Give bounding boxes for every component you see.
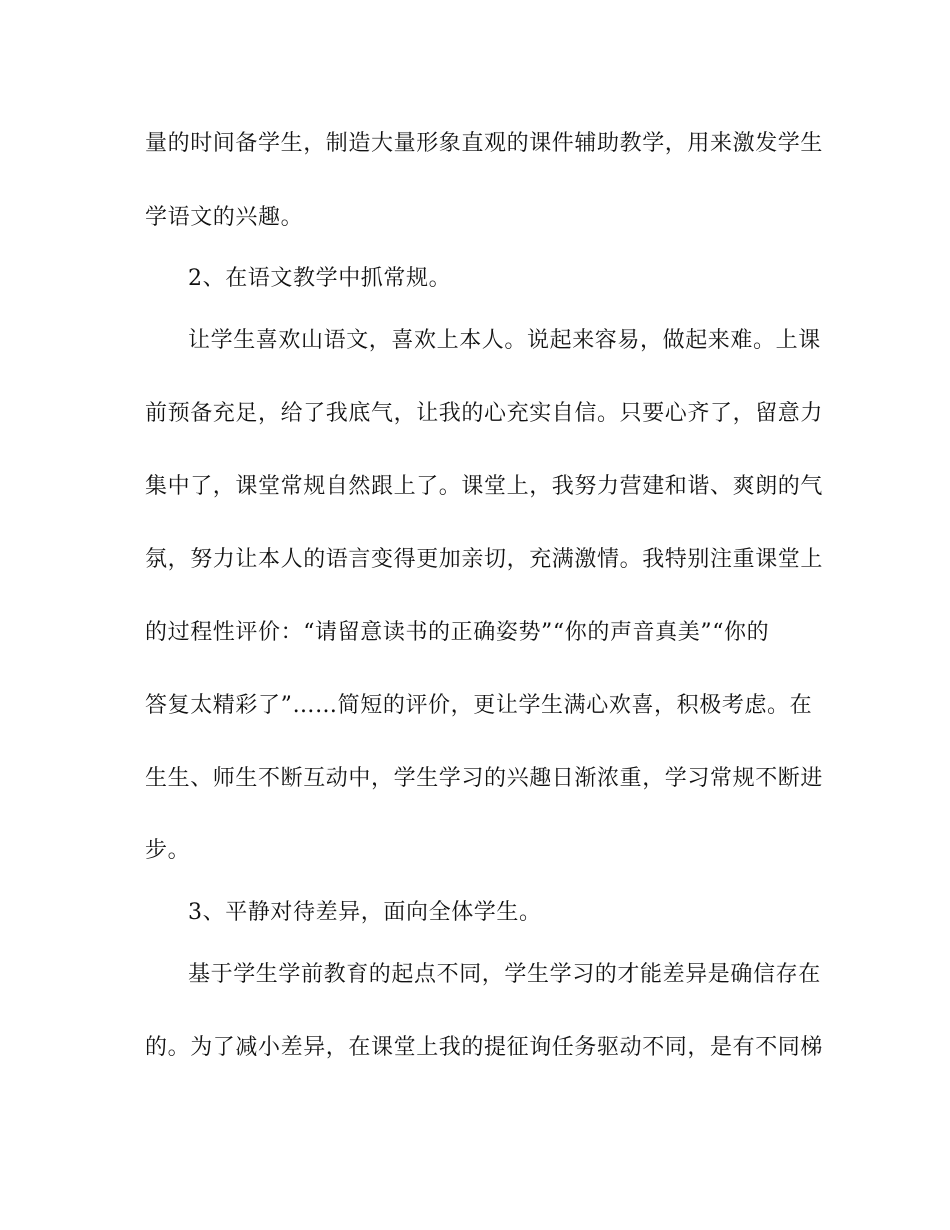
text-line: 基于学生学前教育的起点不同，学生学习的才能差异是确信存在 — [188, 962, 821, 987]
text-line: 前预备充足，给了我底气，让我的心充实自信。只要心齐了，留意力 — [145, 401, 824, 426]
text-line: 让学生喜欢山语文，喜欢上本人。说起来容易，做起来难。上课 — [188, 328, 821, 353]
section-heading: 2、在语文教学中抓常规。 — [188, 266, 452, 291]
text-line: 的。为了减小差异，在课堂上我的提征询任务驱动不同，是有不同梯 — [145, 1035, 824, 1060]
text-line: 量的时间备学生，制造大量形象直观的课件辅助教学，用来激发学生 — [145, 131, 824, 156]
text-line: 的过程性评价：“请留意读书的正确姿势”“你的声音真美”“你的 — [145, 620, 770, 645]
section-heading: 3、平静对待差异，面向全体学生。 — [188, 900, 542, 925]
text-line: 氛，努力让本人的语言变得更加亲切，充满激情。我特别注重课堂上 — [145, 547, 824, 572]
text-line: 答复太精彩了”……简短的评价，更让学生满心欢喜，积极考虑。在 — [145, 693, 813, 718]
text-line: 学语文的兴趣。 — [145, 205, 304, 230]
text-line: 集中了，课堂常规自然跟上了。课堂上，我努力营建和谐、爽朗的气 — [145, 474, 824, 499]
text-line: 步。 — [145, 838, 191, 863]
text-line: 生生、师生不断互动中，学生学习的兴趣日渐浓重，学习常规不断进 — [145, 766, 824, 791]
